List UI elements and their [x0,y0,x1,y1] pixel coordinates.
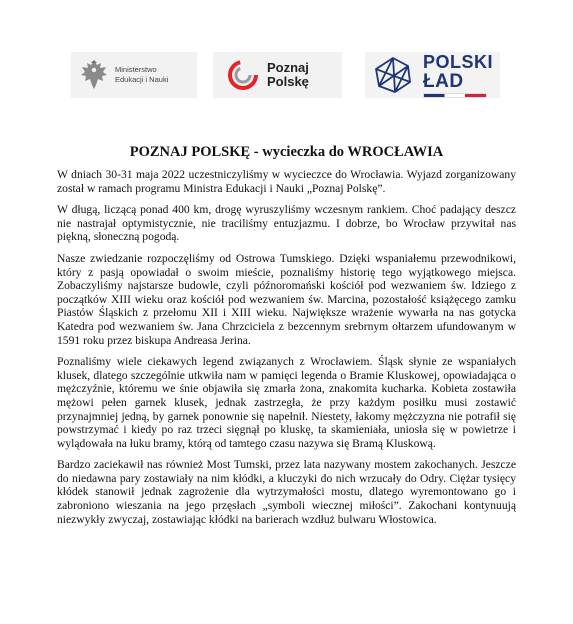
ministry-logo [71,52,197,98]
poznaj-polske-swirl-icon [227,59,259,91]
paragraph-most-tumski: Bardzo zaciekawił nas również Most Tumski, przez lata nazywany mostem zakochanych. Jeszcze do niedawna pary zostawiały na nim kłódki, a kluczyki do nich wrzucały do Odry. Ciężar tysięcy kłódek stanowił jednak zagrożenie dla wytrzymałości mostu, dlatego wyremontowano go i zabroniono wieszania na jego przęsłach „symboli wiecznej miłości”. Zakochani kontynuują niezwykły zwyczaj, zostawiając kłódki na barierach wzdłuż bulwaru Włostowica. [57,458,516,526]
paragraph-intro: W dniach 30-31 maja 2022 uczestniczyliśmy w wycieczce do Wrocławia. Wyjazd zorganizowany został w ramach programu Ministra Edukacji i Nauki „Poznaj Polskę”. [57,168,516,195]
polski-lad-geometric-star-icon [373,55,413,95]
ministry-name-line1: Ministerstwo [115,65,157,74]
paragraph-legends: Poznaliśmy wiele ciekawych legend związanych z Wrocławiem. Śląsk słynie ze wspaniałych klusek, dlatego szczególnie utkwiła nam w pamięci legenda o Bramie Kluskowej, opowiadająca o mężczyźnie, któremu we śnie objawiła się zmarła żona, znakomita kucharka. Kobieta zostawiła mężowi pełen garnek klusek, jednak zastrzegła, że przy każdym posiłku musi zostawić przynajmniej jedną, by garnek ponownie się napełnił. Niestety, łakomy mężczyzna nie potrafił się powstrzymać i kiedy po raz trzeci sięgnął po kluskę, ta skamieniała, uniosła się w powietrze i wylądowała na łuku bramy, którą od tamtego czasu nazywa się Bramą Kluskową. [57,355,516,450]
polski-lad-line1: POLSKI [423,51,494,72]
document-body [57,168,516,534]
paragraph-journey: W długą, liczącą ponad 400 km, drogę wyruszyliśmy wczesnym rankiem. Choć padający deszcz nie nastrajał optymistycznie, nie traciliśmy entuzjazmu. I dobrze, bo Wrocław przywitał nas piękną, słoneczną pogodą. [57,203,516,244]
document-title: POZNAJ POLSKĘ - wycieczka do WROCŁAWIA [129,144,444,160]
polish-eagle-emblem-icon [79,58,109,92]
polski-lad-line2: ŁAD [423,70,464,92]
ministry-name-line2: Edukacji i Nauki [115,75,169,84]
paragraph-ostrow-tumski: Nasze zwiedzanie rozpoczęliśmy od Ostrowa Tumskiego. Dzięki wspaniałemu przewodnikowi, który z pasją opowiadał o swoim mieście, poznaliśmy historię tego wyjątkowego miejsca. Zobaczyliśmy najstarsze budowle, czyli późnoromański kościół pod wezwaniem św. Idziego z początków XIII wieku oraz kościół pod wezwaniem św. Marcina, pozostałość książęcego zamku Piastów Śląskich z przełomu XII i XIII wieku. Największe wrażenie wywarła na nas gotycka Katedra pod wezwaniem św. Jana Chrzciciela z bezcennym srebrnym ołtarzem ufundowanym w 1591 roku przez biskupa Andreasa Jerina. [57,251,516,347]
poznaj-polske-line2: Polskę [267,74,309,89]
poznaj-polske-line1: Poznaj [267,60,309,75]
polski-lad-logo [365,52,500,98]
poznaj-polske-logo [213,52,342,98]
polski-lad-flag-stripe [423,93,487,98]
